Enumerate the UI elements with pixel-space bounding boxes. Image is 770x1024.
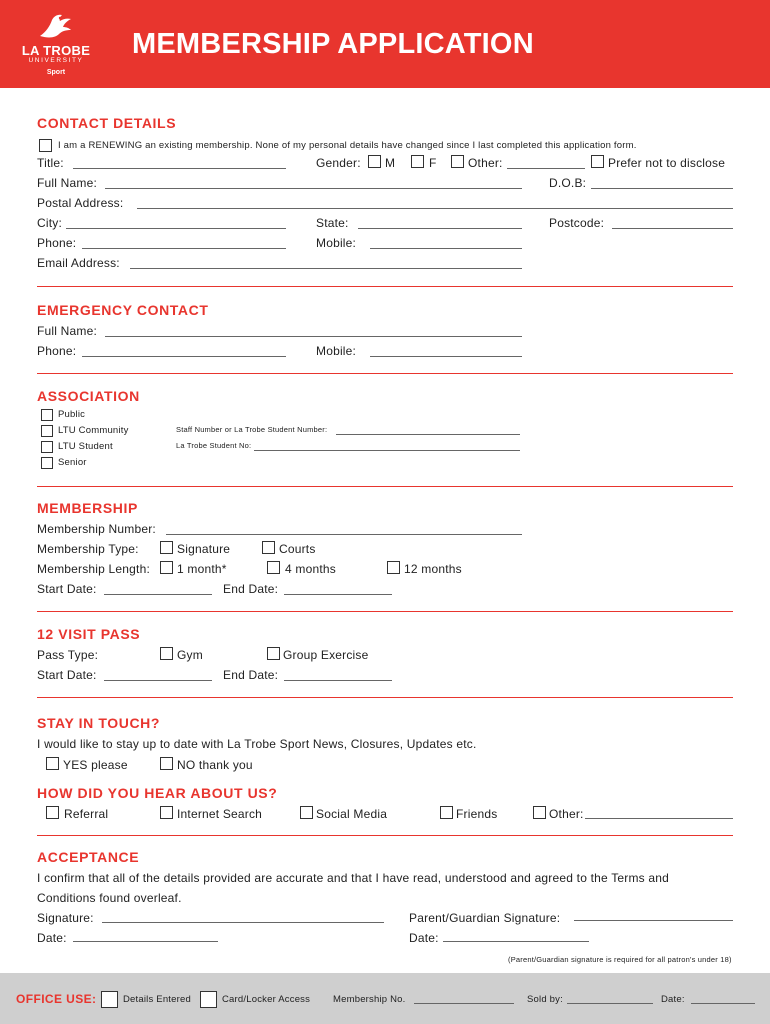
touch-no-checkbox[interactable] — [160, 757, 173, 770]
locker-access-checkbox[interactable] — [200, 991, 217, 1008]
gender-other-field[interactable] — [507, 168, 585, 169]
emergency-mobile-label: Mobile: — [316, 344, 357, 358]
la-trobe-logo — [18, 12, 94, 78]
emergency-mobile-field[interactable] — [370, 356, 522, 357]
emergency-phone-field[interactable] — [82, 356, 286, 357]
gender-prefer-label: Prefer not to disclose — [608, 156, 726, 170]
parent-date-label: Date: — [409, 931, 439, 945]
office-membership-no-field[interactable] — [414, 1003, 514, 1004]
office-date-label: Date: — [661, 994, 685, 1005]
gender-f-checkbox[interactable] — [411, 155, 424, 168]
association-senior-label: Senior — [58, 457, 87, 468]
date-field[interactable] — [73, 941, 218, 942]
association-public-checkbox[interactable] — [41, 409, 53, 421]
gender-label: Gender: — [316, 156, 361, 170]
contact-heading: CONTACT DETAILS — [37, 115, 177, 131]
mobile-label: Mobile: — [316, 236, 357, 250]
office-sold-by-label: Sold by: — [527, 994, 563, 1005]
dob-label: D.O.B: — [549, 176, 587, 190]
membership-end-label: End Date: — [223, 582, 279, 596]
visit-start-label: Start Date: — [37, 668, 97, 682]
office-membership-no-label: Membership No. — [333, 994, 406, 1005]
hear-social-checkbox[interactable] — [300, 806, 313, 819]
page-title: MEMBERSHIP APPLICATION — [132, 28, 534, 60]
section-divider — [37, 697, 733, 698]
hear-referral-label: Referral — [64, 807, 109, 821]
type-signature-label: Signature — [177, 542, 231, 556]
association-public-label: Public — [58, 409, 86, 420]
pass-group-label: Group Exercise — [283, 648, 369, 662]
fullname-label: Full Name: — [37, 176, 98, 190]
gender-other-checkbox[interactable] — [451, 155, 464, 168]
office-sold-by-field[interactable] — [567, 1003, 653, 1004]
eagle-icon — [36, 12, 76, 42]
mobile-field[interactable] — [370, 248, 522, 249]
parent-note: (Parent/Guardian signature is required for all patron's under 18) — [508, 955, 732, 964]
fullname-field[interactable] — [105, 188, 522, 189]
student-number-label: La Trobe Student No: — [176, 441, 252, 450]
membership-heading: MEMBERSHIP — [37, 500, 138, 516]
section-divider — [37, 835, 733, 836]
emergency-heading: EMERGENCY CONTACT — [37, 302, 209, 318]
pass-group-checkbox[interactable] — [267, 647, 280, 660]
hear-friends-checkbox[interactable] — [440, 806, 453, 819]
postal-label: Postal Address: — [37, 196, 124, 210]
membership-end-field[interactable] — [284, 594, 392, 595]
parent-signature-field[interactable] — [574, 920, 733, 921]
header-banner — [0, 0, 770, 88]
dob-field[interactable] — [591, 188, 733, 189]
section-divider — [37, 286, 733, 287]
association-community-checkbox[interactable] — [41, 425, 53, 437]
visit-end-field[interactable] — [284, 680, 392, 681]
parent-signature-label: Parent/Guardian Signature: — [409, 911, 561, 925]
title-label: Title: — [37, 156, 64, 170]
postal-field[interactable] — [137, 208, 733, 209]
membership-number-label: Membership Number: — [37, 522, 156, 536]
acceptance-text-2: Conditions found overleaf. — [37, 891, 182, 905]
membership-start-label: Start Date: — [37, 582, 97, 596]
logo-line-1: LA TROBE — [21, 43, 91, 58]
hear-other-checkbox[interactable] — [533, 806, 546, 819]
gender-other-label: Other: — [468, 156, 503, 170]
length-1-checkbox[interactable] — [160, 561, 173, 574]
pass-type-label: Pass Type: — [37, 648, 99, 662]
section-divider — [37, 373, 733, 374]
membership-type-label: Membership Type: — [37, 542, 139, 556]
state-field[interactable] — [358, 228, 522, 229]
staff-number-field[interactable] — [336, 434, 520, 435]
touch-heading: STAY IN TOUCH? — [37, 715, 161, 731]
membership-start-field[interactable] — [104, 594, 212, 595]
phone-label: Phone: — [37, 236, 77, 250]
length-4-checkbox[interactable] — [267, 561, 280, 574]
hear-referral-checkbox[interactable] — [46, 806, 59, 819]
gender-m-checkbox[interactable] — [368, 155, 381, 168]
hear-heading: HOW DID YOU HEAR ABOUT US? — [37, 785, 278, 801]
membership-number-field[interactable] — [166, 534, 522, 535]
city-field[interactable] — [66, 228, 286, 229]
postcode-label: Postcode: — [549, 216, 605, 230]
length-4-label: 4 months — [285, 562, 336, 576]
date-label: Date: — [37, 931, 67, 945]
type-courts-checkbox[interactable] — [262, 541, 275, 554]
touch-yes-checkbox[interactable] — [46, 757, 59, 770]
email-field[interactable] — [130, 268, 522, 269]
acceptance-text-1: I confirm that all of the details provided are accurate and that I have read, understood and agreed to the Terms and — [37, 871, 670, 885]
section-divider — [37, 611, 733, 612]
hear-internet-checkbox[interactable] — [160, 806, 173, 819]
pass-gym-label: Gym — [177, 648, 203, 662]
email-label: Email Address: — [37, 256, 120, 270]
hear-other-field[interactable] — [585, 818, 733, 819]
phone-field[interactable] — [82, 248, 286, 249]
title-field[interactable] — [73, 168, 286, 169]
renewing-label: I am a RENEWING an existing membership. None of my personal details have changed since I last completed this application form. — [58, 140, 637, 151]
postcode-field[interactable] — [612, 228, 733, 229]
parent-date-field[interactable] — [443, 941, 589, 942]
touch-yes-label: YES please — [63, 758, 128, 772]
staff-number-label: Staff Number or La Trobe Student Number: — [176, 425, 328, 434]
locker-access-label: Card/Locker Access — [222, 994, 311, 1005]
emergency-phone-label: Phone: — [37, 344, 77, 358]
emergency-fullname-field[interactable] — [105, 336, 522, 337]
association-student-label: LTU Student — [58, 441, 113, 452]
length-1-label: 1 month* — [177, 562, 227, 576]
gender-prefer-checkbox[interactable] — [591, 155, 604, 168]
acceptance-heading: ACCEPTANCE — [37, 849, 140, 865]
touch-text: I would like to stay up to date with La Trobe Sport News, Closures, Updates etc. — [37, 737, 477, 751]
office-use-label: OFFICE USE: — [16, 992, 97, 1006]
association-student-checkbox[interactable] — [41, 441, 53, 453]
type-courts-label: Courts — [279, 542, 316, 556]
length-12-checkbox[interactable] — [387, 561, 400, 574]
visit-heading: 12 VISIT PASS — [37, 626, 141, 642]
gender-m-label: M — [385, 156, 396, 170]
length-12-label: 12 months — [404, 562, 462, 576]
hear-friends-label: Friends — [456, 807, 498, 821]
association-heading: ASSOCIATION — [37, 388, 140, 404]
details-entered-label: Details Entered — [123, 994, 191, 1005]
visit-end-label: End Date: — [223, 668, 279, 682]
emergency-fullname-label: Full Name: — [37, 324, 98, 338]
visit-start-field[interactable] — [104, 680, 212, 681]
hear-internet-label: Internet Search — [177, 807, 263, 821]
signature-label: Signature: — [37, 911, 94, 925]
logo-line-2: UNIVERSITY — [28, 57, 84, 64]
office-date-field[interactable] — [691, 1003, 755, 1004]
renewing-checkbox[interactable] — [39, 139, 52, 152]
association-community-label: LTU Community — [58, 425, 129, 436]
state-label: State: — [316, 216, 349, 230]
section-divider — [37, 486, 733, 487]
membership-length-label: Membership Length: — [37, 562, 150, 576]
hear-other-label: Other: — [549, 807, 584, 821]
association-senior-checkbox[interactable] — [41, 457, 53, 469]
gender-f-label: F — [429, 156, 437, 170]
logo-line-3: Sport — [46, 69, 66, 76]
signature-field[interactable] — [102, 922, 384, 923]
hear-social-label: Social Media — [316, 807, 388, 821]
details-entered-checkbox[interactable] — [101, 991, 118, 1008]
pass-gym-checkbox[interactable] — [160, 647, 173, 660]
student-number-field[interactable] — [254, 450, 520, 451]
touch-no-label: NO thank you — [177, 758, 253, 772]
type-signature-checkbox[interactable] — [160, 541, 173, 554]
city-label: City: — [37, 216, 62, 230]
